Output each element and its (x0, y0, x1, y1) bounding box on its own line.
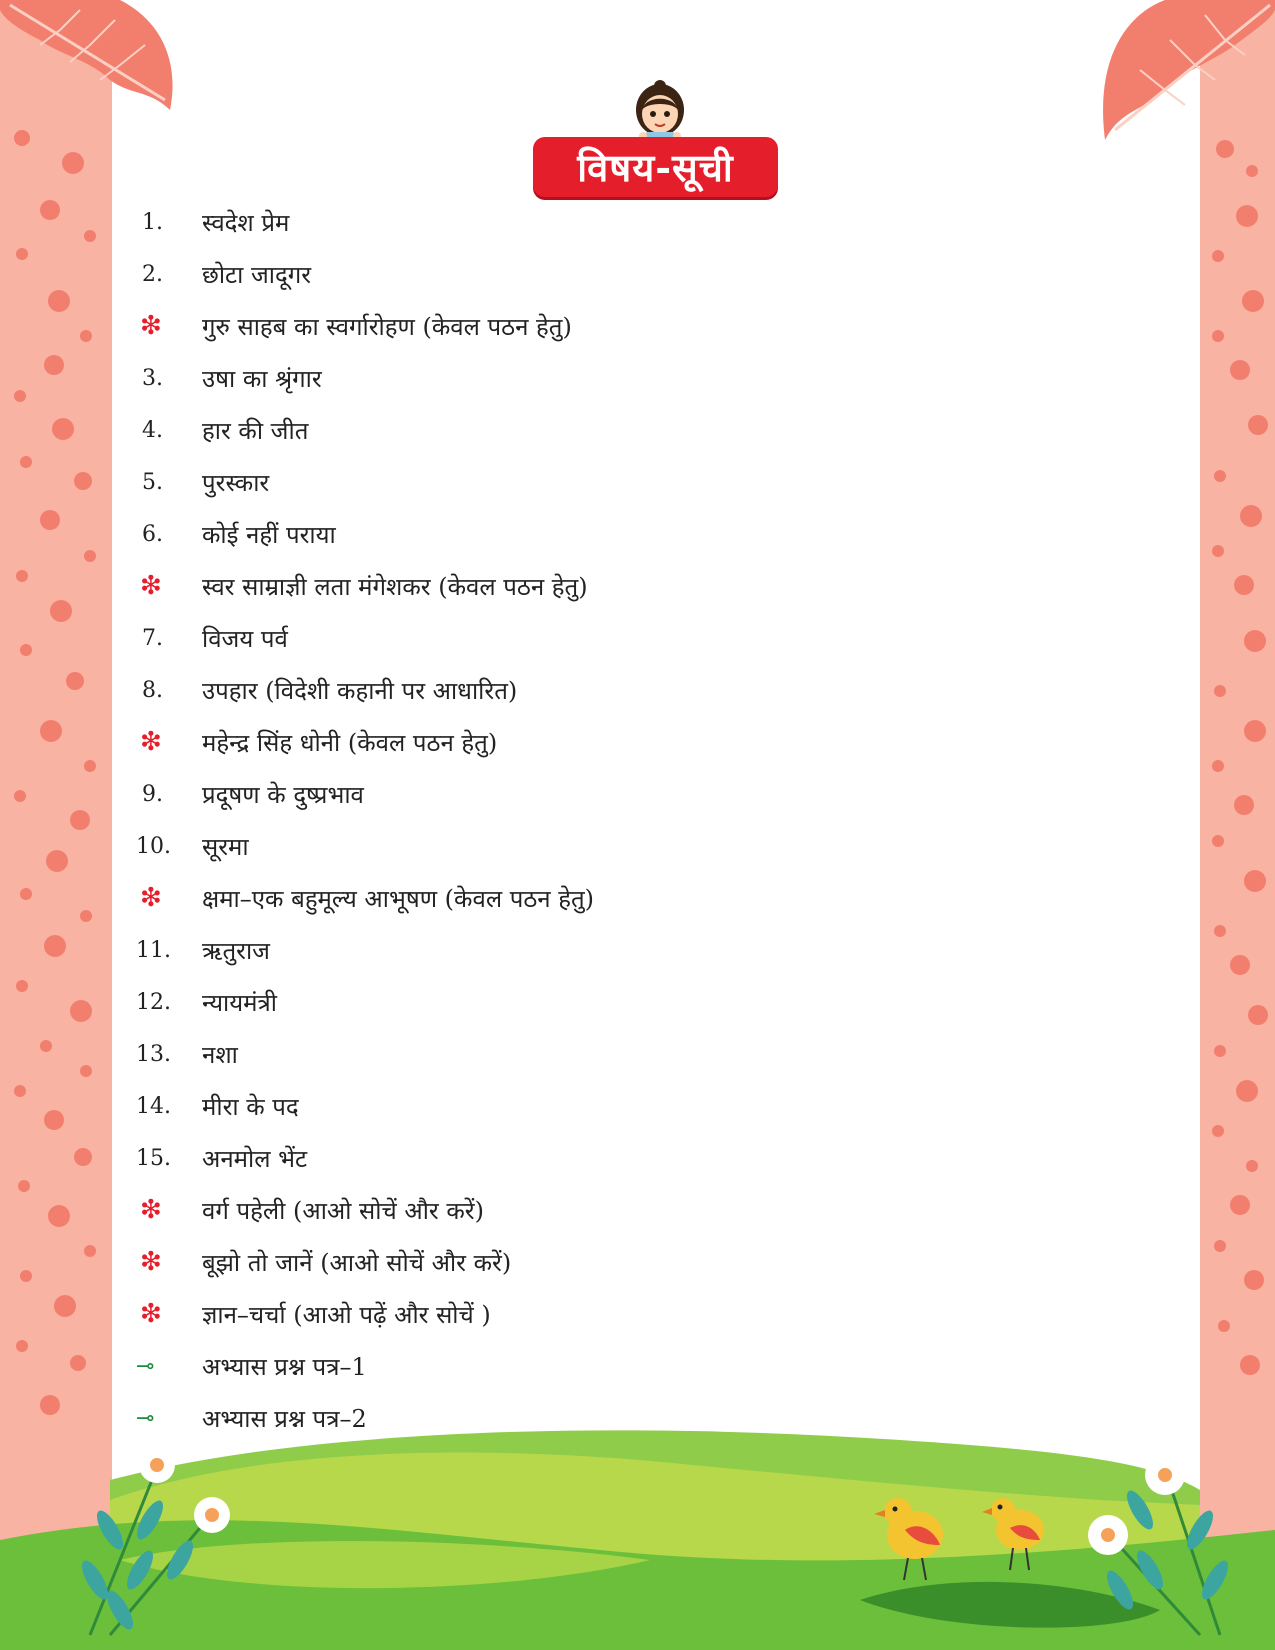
asterisk-icon: ❇ (140, 571, 162, 601)
leaf-decoration-top-left (0, 0, 190, 150)
toc-number: 13. (136, 1041, 171, 1067)
page-title-banner (533, 137, 778, 197)
toc-item-title: बूझो तो जानें (आओ सोचें और करें) (202, 1248, 512, 1277)
toc-item (130, 456, 1030, 508)
toc-item-title: स्वर साम्राज्ञी लता मंगेशकर (केवल पठन हेतु) (202, 572, 588, 601)
toc-item-title: अभ्यास प्रश्न पत्र–2 (202, 1404, 367, 1433)
asterisk-icon: ❇ (140, 1299, 162, 1329)
toc-number: 8. (142, 677, 163, 703)
toc-number: 15. (136, 1145, 171, 1171)
toc-item (130, 976, 1030, 1028)
toc-item (130, 1288, 1030, 1340)
toc-item-title: स्वदेश प्रेम (202, 208, 290, 237)
toc-item (130, 300, 1030, 352)
toc-item (130, 560, 1030, 612)
toc-item-title: उपहार (विदेशी कहानी पर आधारित) (202, 676, 518, 705)
toc-item-title: गुरु साहब का स्वर्गारोहण (केवल पठन हेतु) (202, 312, 572, 341)
toc-item (130, 1028, 1030, 1080)
toc-item-title: सूरमा (202, 832, 249, 861)
toc-item-title: ऋतुराज (202, 936, 270, 965)
toc-item (130, 1236, 1030, 1288)
toc-number: 3. (142, 365, 163, 391)
toc-item (130, 248, 1030, 300)
asterisk-icon: ❇ (140, 311, 162, 341)
key-icon: ⊸ (136, 1405, 155, 1431)
toc-item-title: छोटा जादूगर (202, 260, 312, 289)
toc-item-title: उषा का श्रृंगार (202, 364, 322, 393)
toc-item-title: ज्ञान–चर्चा (आओ पढ़ें और सोचें ) (202, 1300, 491, 1329)
toc-item (130, 1080, 1030, 1132)
toc-number: 9. (142, 781, 163, 807)
key-icon: ⊸ (136, 1353, 155, 1379)
toc-item (130, 352, 1030, 404)
toc-item (130, 1132, 1030, 1184)
toc-item-title: महेन्द्र सिंह धोनी (केवल पठन हेतु) (202, 728, 498, 757)
asterisk-icon: ❇ (140, 1195, 162, 1225)
toc-item-title: न्यायमंत्री (202, 988, 277, 1017)
toc-number: 12. (136, 989, 171, 1015)
toc-item (130, 872, 1030, 924)
toc-item (130, 820, 1030, 872)
page-title: विषय-सूची (577, 145, 734, 190)
toc-item-title: अनमोल भेंट (202, 1144, 308, 1173)
toc-number: 5. (142, 469, 163, 495)
toc-item (130, 612, 1030, 664)
toc-item (130, 508, 1030, 560)
toc-item (130, 768, 1030, 820)
toc-number: 2. (142, 261, 163, 287)
toc-item-title: क्षमा–एक बहुमूल्य आभूषण (केवल पठन हेतु) (202, 884, 595, 913)
toc-item (130, 404, 1030, 456)
girl-mascot-icon (625, 80, 695, 142)
toc-number: 7. (142, 625, 163, 651)
asterisk-icon: ❇ (140, 883, 162, 913)
toc-number: 1. (142, 209, 163, 235)
asterisk-icon: ❇ (140, 727, 162, 757)
toc-item (130, 716, 1030, 768)
table-of-contents (130, 196, 1030, 1444)
toc-number: 6. (142, 521, 163, 547)
leaf-decoration-top-right (1075, 0, 1275, 150)
toc-item (130, 196, 1030, 248)
toc-item (130, 924, 1030, 976)
toc-item-title: हार की जीत (202, 416, 309, 445)
toc-item-title: नशा (202, 1040, 238, 1069)
toc-item (130, 1340, 1030, 1392)
toc-item-title: वर्ग पहेली (आओ सोचें और करें) (202, 1196, 484, 1225)
left-decorative-column (0, 0, 112, 1650)
toc-number: 14. (136, 1093, 171, 1119)
toc-item-title: पुरस्कार (202, 468, 270, 497)
toc-item-title: प्रदूषण के दुष्प्रभाव (202, 780, 364, 809)
toc-number: 10. (136, 833, 171, 859)
toc-item-title: विजय पर्व (202, 624, 288, 653)
toc-number: 11. (136, 937, 171, 963)
toc-item-title: अभ्यास प्रश्न पत्र–1 (202, 1352, 367, 1381)
grass-scene (0, 1420, 1275, 1650)
toc-item (130, 664, 1030, 716)
asterisk-icon: ❇ (140, 1247, 162, 1277)
toc-number: 4. (142, 417, 163, 443)
right-decorative-column (1200, 0, 1275, 1650)
toc-item-title: मीरा के पद (202, 1092, 299, 1121)
toc-item-title: कोई नहीं पराया (202, 520, 336, 549)
toc-item (130, 1184, 1030, 1236)
